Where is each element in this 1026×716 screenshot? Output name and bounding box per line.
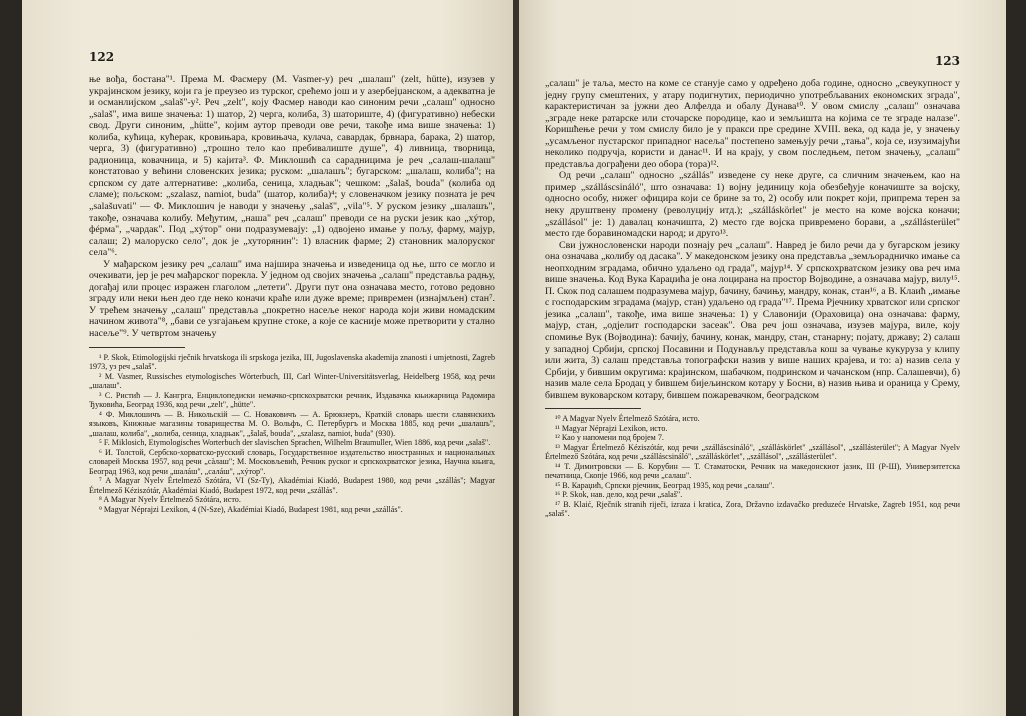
footnote: ¹⁵ В. Караџић, Српски рјечник, Београд 1935, код речи „салаш". [555,480,775,490]
footnote: ⁷ A Magyar Nyelv Értelmező Szótára, VI (Sz-Ty), Akadémiai Kiadó, Budapest 1980, код речи „szállás"; Magyar Értelmező Kéziszótár, Akadémiai Kiadó, Budapest 1972, код речи „szállás". [89,476,495,495]
paragraph: Од речи „салаш" односно „szállás" изведене су неке друге, са сличним значењем, као на пример „szálláscsináló", што означава: 1) војну јединицу која обезбеђује коначиште за војску, односно особу, нижег официра који се брине за то, 2) особу или покрет који, припрема терен за неку друштвену промену (револуцију итд.); „szálláskörlet" је место на коме војска коначи; „szállásol" је: 1) давалац коначишта, 2) место где војска привремено борави, а „szállásterület" место где боравиномадски народ; и друго¹³. [545,170,960,240]
body-text [545,78,960,401]
footnote: ¹¹ Magyar Néprajzi Lexikon, исто. [555,423,668,433]
footnote: ⁸ A Magyar Nyelv Értelmező Szótára, исто. [99,495,241,505]
footnote: ³ С. Ристић — Ј. Кангрга, Енциклопедиски немачко-српскохрватски речник, Издавачка књижарница Радомира Ђуковића, Београд 1936, код речи „zelt", „hütte". [89,390,495,410]
footnotes [545,414,960,519]
footnote: ⁶ И. Толстой, Сербско-хорватско-русский словарь, Государственное издательство иностранных и национальных словарей Москва 1957, код речи „сàлаш"; М. Московљевић, Речник руског и српскохрватског језика, Научна књига, Београд 1963, код речи „шалáш", „салáш", „хýтор". [89,447,495,476]
footnote: ¹⁷ B. Klaić, Rječnik stranih riječi, izraza i kratica, Zora, Državno izdavačko preduzeće Hrvatske, Zagreb 1951, код речи „salaš". [545,499,960,519]
paragraph: ње вођа, бостана"¹. Према М. Фасмеру (M. Vasmer-у) реч „шалаш" (zelt, hütte), изузев у украјинском језику, који га је преузео из турског, срећемо још и у азербејџанском, а адекватна је и османлијском „salaš"-у². Реч „zelt", коју Фасмер наводи као синоним речи „салаш" односно „salaš", има више значења: 1) шатор, 2) черга, колиба, 3) шаториште, 4) (фигуративно) небески свод. Други синоним, „hütte", којим аутор преводи ове речи, такође има више значења: 1) колиба, кућица, кућерак, кровињара, кровињача, кулача, савардак, брвнара, барака, 2) шатор, черга, 3) (фигуративно) „трошно тело као пребивалиште душе", 4) ливница, творница, радионица, ковачница, и 5) кајита³. Ф. Миклошић са сарадницима је реч „салаш-шалаш" констатовао у већини словенских језика; руском: „шалашъ"; бугарском: „шалаш, колиба"; на српском су дате алтернативе: „колиба, сеница, хладњак"; чешком: „šalaš, bouda" (колиба од сламе); пољском: „szalasz, namiot, buda" (шатор, колиба)⁴; у словеначком језику позната је реч „salašuvati" — Ф. Миклошич је наводи у значењу „salaš", „vila"⁵. У руском језику „шалашъ", такође, означава колибу. Међутим, „наша" реч „салаш" преводи се на руски језик као „хýтор, фéрма", „чардак". Под „хýтор" они подразумевају: „1) одвојено имање у пољу, фарму, мајур, салаш; 2) малоруско село", док је „хуторянин": 1) власник фарме; 2) становник малоруског села"⁶. [89,74,495,259]
right-page [519,0,1006,716]
footnote: ¹³ Magyar Értelmező Kéziszótár, код речи „szálláscsináló", „szálláskörlet" „szállásol", „szállásterület"; A Magyar Nyelv Értelmező Szótára, код речи „szálláscsináló", „szálláskörlet", „szállásol", „szállásterület". [545,442,960,462]
footnote: ⁹ Magyar Néprajzi Lexikon, 4 (N-Sze), Akadémiai Kiadó, Budapest 1981, код речи „szállás". [99,504,403,514]
paragraph: У мађарском језику реч „салаш" има најшира значења и изведеница од ње, што се могло и очекивати, јер је реч мађарског порекла. У једном од својих значења „салаш" представља радњу, догађај или процес изражен глаголом „летети". Други пут она означава место, готово редовно зграду или неки њен део где неко коначи краће или дуже време; привремен (изнајмљен) стан⁷. У трећем значењу „салаш" представља „покретно насеље неког народа који живи номадским начином живота"⁸, „бави се узгајањем крупне стоке, а које се касније може претворити у стално насеље"⁹. У четвртом значењу [89,258,495,340]
left-page [22,0,515,716]
footnote: ² M. Vasmer, Russisches etymologisches Wörterbuch, III, Carl Winter-Universitätsverlag, Heidelberg 1958, код речи „шалаш". [89,371,495,391]
paragraph: „салаш" је таља, место на коме се станује само у одређено доба године, односно „свеукупност у једну групу смештених, у атару подигнутих, периодично употребљаваних економских зграда", карактеристичан за јужни део Алфелда и обалу Дунава¹⁰. У овом смислу „салаш" означава „зграде неке ратарске или сточарске породице, као и земљишта на којима се те зграде налазе". Коришћење речи у том смислу било је у пракси пре средине XVIII. века, од када је, у значењу „усамљеног пустарског припадног насеља" постепено замењују речи „тања", која се, изузимајући неколико подручја, користи и данас¹¹. И на крају, у свом последњем, петом значењу, „салаш" представља дограђени део обора (тора)¹². [545,78,960,170]
footnote: ¹² Као у напомени под бројем 7. [555,433,664,443]
paragraph: Сви јужнословенски народи познају реч „салаш". Навред је било речи да у бугарском језику она означава „колибу од дасака". У македонском језику она представља „земљорадничко имање са неопходним зградама, обично удаљено од града", мајур¹⁴. У српскохрватском језику ова реч има више значења. Код Вука Караџића је она лоцирана на простор Војводине, а означава мајур, вилу¹⁵. П. Скок под салашем подразумева мајур, бачину, бачињу, мандру, конак, стан¹⁶, а В. Клаић „имање с господарским зградама (мајур, стан) удаљено од града"¹⁷. Према Рјечнику хрватског или српског језика „салаш", такође, има више значења: 1) у Славонији (Ораховица) она означава: фарму, мајур, стан, „одјелит господарски засеак". Ова реч још означава, изузев мајура, виле, коју спомиње Вук (Војводина): бачију, бачину, конак, мандру, стан, станарну; појату, државу; 2) салаш у западној Србији, српској Посавини и Подунављу представља кош за чување кукуруза у клипу или жита, 3) салаш представља топографски назив у више наших крајева, и то: а) назив села у Србији, у бившим округима: крајинском, шабачком, подринском и чачанском (нпр. Салашевчи), б) назив мале села Бродац у бившем бијељинском котару у Босни, в) назив њива и ораница у Срему, бившем вуковарском котару, бившем пожаревачком, београдском [545,239,960,401]
page-number: 123 [934,54,960,68]
footnote: ⁵ F. Miklosich, Etymologisches Worterbuch der slavischen Sprachen, Wilhelm Braumuller, Wien 1886, код речи „salaš". [99,438,491,448]
body-text [89,74,495,340]
page-number: 122 [89,50,115,64]
footnote-rule [545,408,641,409]
footnote: ¹⁶ P. Skok, нав. дело, код речи „salaš". [555,490,683,500]
footnote-rule [89,347,185,348]
footnotes [89,353,495,515]
footnote: ⁴ Ф. Миклошичъ — В. Никольскiй — С. Новаковичъ — А. Брюкнеръ, Краткiй словарь шести славянскихъ языковъ, Книжные магазины товарищества М. О. Вольфъ, С. Петербургъ и Москва 1885, код речи „шалашъ", „шалаш, колиба", „колиба, сеница, хладњак", „šalaš, bouda", „szalasz, namiot, buda" (930). [89,409,495,438]
footnote: ¹⁴ Т. Димитровски — Б. Корубин — Т. Стаматоски, Речник на македонскиот јазик, III (Р-Ш), Универзитетска печатница, Скопје 1966, код речи „салаш". [545,461,960,481]
footnote: ¹ P. Skok, Etimologijski rječnik hrvatskoga ili srpskoga jezika, III, Jugoslavenska akademija znanosti i umjetnosti, Zagreb 1973, уз реч „salaš". [89,352,495,372]
footnote: ¹⁰ A Magyar Nyelv Értelmező Szótára, исто. [555,414,700,424]
